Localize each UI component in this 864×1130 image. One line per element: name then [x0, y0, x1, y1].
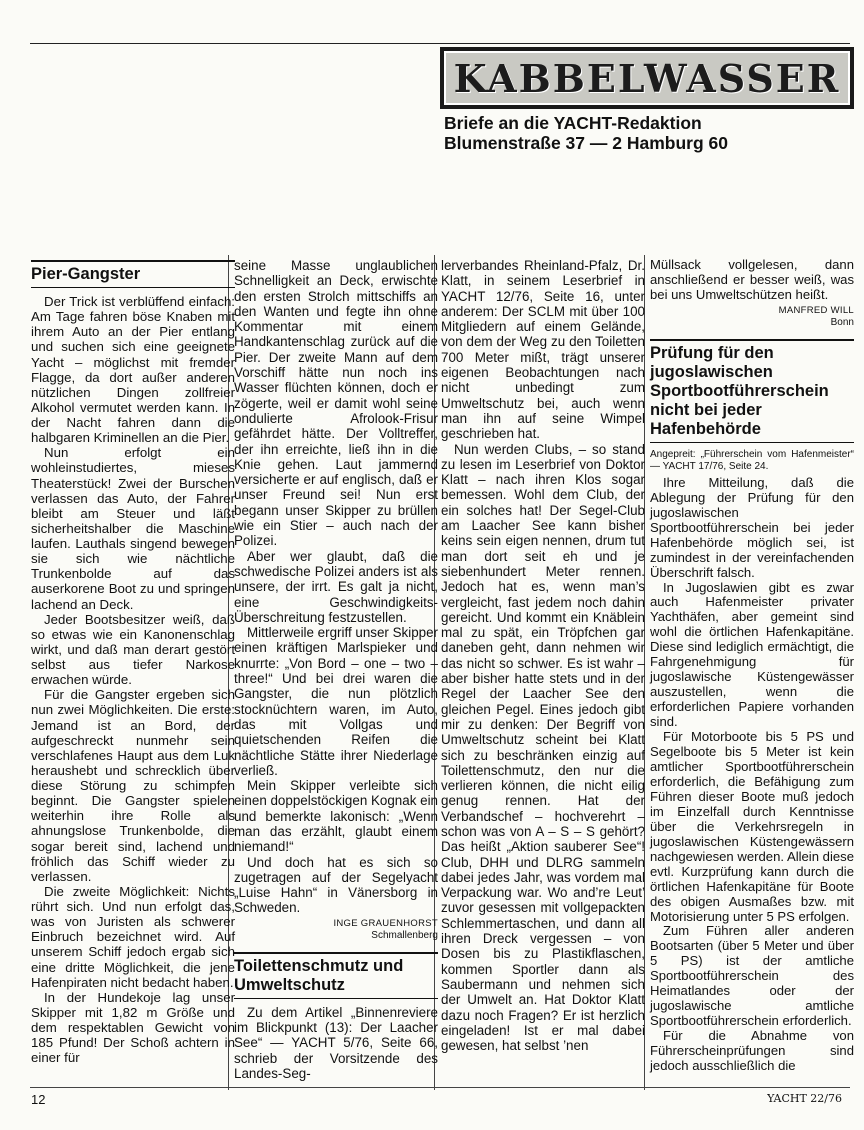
- address-line-1: Briefe an die YACHT-Redaktion: [444, 113, 702, 133]
- column-1: [31, 258, 235, 1065]
- paragraph: Ihre Mitteilung, daß die Ablegung der Prüfung für den jugoslawischen Sportbootführerschein bei jeder Hafenbehörde möglich sei, ist zumindest in der vereinfachenden Überschrift falsch.: [650, 474, 854, 580]
- article-heading: Toilettenschmutz und Umweltschutz: [234, 952, 438, 999]
- paragraph: Nun werden Clubs, – so stand zu lesen im Leserbrief von Doktor Klatt – nach ihren Klos sogar bemessen. Wohl dem Club, der ein solches hat! Der Segel-Club am Laacher See kann bisher keins sein eigen nennen, drum tut man dort seit eh und je siebenhundert Meter rennen. Jedoch hat es, wenn man’s vergleicht, fast jedem noch dahin gereicht. Und kommt ein Knäblein mal zu spät, ein Tröpfchen gar daneben geht, dann nehmen wir das nicht so schwer. Es ist wahr – aber bisher hatte stets und in der Regel der Laacher See den gleichen Pegel. Eines jedoch gibt mir zu denken: Der Begriff von Umweltschutz scheint bei Klatt sich zu beschränken einzig auf Toilettenschmutz, den nur die verlieren können, die nicht eilig genug rennen. Hat der Verbandschef – hochverehrt – schon was von A – S – S gehört? Das heißt „Aktion sauberer See“! Club, DHH und DLRG sammeln dabei jedes Jahr, was vordem mal Verpackung war. Wo and’re Leut’ zuvor gesessen mit vollgepackten Schlemmertaschen, und dann all ihren Dreck vergessen – von Dosen bis zu Plastikflaschen, kommen Sportler dann als Saubermann und nehmen sich der Umwelt an. Hat Doktor Klatt dazu noch Fragen? Er ist herzlich eingeladen! Ist er mal dabei gewesen, hat selbst ’nen: [441, 441, 645, 1054]
- paragraph: Für die Gangster ergeben sich nun zwei Möglichkeiten. Die erste: Jemand ist an Bord, der aufgeschreckt nunmehr sein verschlafenes Haupt aus dem Luk heraushebt und schrecklich über diese Störung zu schimpfen beginnt. Die Gangster spielen weiterhin ihre Rolle als ahnungslose Trunkenbolde, die sogar bereit sind, lachend und fröhlich das Schiff wieder zu verlassen.: [31, 687, 235, 884]
- article-heading: Prüfung für den jugoslawischen Sportbootführerschein nicht bei jeder Hafenbehörde: [650, 339, 854, 443]
- paragraph: Jeder Bootsbesitzer weiß, daß so etwas wie ein Kanonenschlag wirkt, und daß man derart gestört selbst aus tiefer Narkose erwachen würde.: [31, 611, 235, 688]
- paragraph: lerverbandes Rheinland-Pfalz, Dr. Klatt, in seinem Leserbrief in YACHT 12/76, Seite 16, unter anderem: Der SCLM mit über 100 Mitgliedern auf einem Gelände, von dem der Weg zu den Toiletten 700 Meter mißt, trägt unserer eigenen Beobachtungen nach nicht unbedingt zum Umweltschutz bei, auch wenn man ihn auf seine Wimpel geschrieben hat.: [441, 258, 645, 442]
- paragraph: Zu dem Artikel „Binnenreviere im Blickpunkt (13): Der Laacher See“ — YACHT 5/76, Seite 66, schrieb der Vorsitzende des Landes-Seg-: [234, 1004, 438, 1081]
- masthead-logo: [440, 47, 854, 109]
- page-number: 12: [31, 1092, 46, 1107]
- paragraph: Die zweite Möglichkeit: Nichts rührt sich. Und nun erfolgt das, was von Juristen als schwerer Einbruch bezeichnet wird. Auf unserem Schiff jedoch ergab sich eine dritte Möglichkeit, die jene Hafenpiraten nicht bedacht haben.: [31, 883, 235, 990]
- signature-city: Schmallenberg: [371, 929, 438, 941]
- paragraph: Für die Abnahme von Führerscheinprüfungen sind jedoch ausschließlich die: [650, 1028, 854, 1074]
- magazine-issue: YACHT 22/76: [767, 1092, 842, 1105]
- masthead-title: KABBELWASSER: [444, 51, 850, 105]
- paragraph: seine Masse unglaublichen Schnelligkeit an Deck, erwischte den ersten Strolch mittschiffs an den Wanten und fegte ihn ohne Kommentar mit einem Handkantenschlag zurück auf die Pier. Der zweite Mann auf dem Vorschiff hätte nun noch ins Wasser flüchten können, doch er zögerte, weil er damit wohl seine ondulierte Afrolook-Frisur gefährdet hätte. Der Volltreffer, der ihn erreichte, ließ ihn in die Knie gehen. Laut jammernd versicherte er auf englisch, daß er unser Freund sei! Nun erst begann unser Skipper zu brüllen wie ein Stier – auch nach der Polizei.: [234, 258, 438, 549]
- bottom-rule: [30, 1087, 850, 1088]
- paragraph: In Jugoslawien gibt es zwar auch Hafenmeister privater Yachthäfen, aber gemeint sind wohl die örtlichen Hafenkapitäne. Diese sind lediglich ermächtigt, die Fahrgenehmigung für jugoslawische Küstengewässer auszustellen, wenn die erforderlichen Papiere vorhanden sind.: [650, 579, 854, 730]
- editorial-address: [444, 113, 854, 153]
- paragraph: In der Hundekoje lag unser Skipper mit 1,82 m Größe und dem respektablen Gewicht von 185 Pfund! Der Schoß achtern in einer für: [31, 989, 235, 1066]
- column-4: [650, 258, 854, 1074]
- paragraph: Und doch hat es sich so zugetragen auf der Segelyacht „Luise Hahn“ in Vänersborg in Schweden.: [234, 854, 438, 916]
- paragraph: Mittlerweile ergriff unser Skipper einen kräftigen Marlspieker und knurrte: „Von Bord – one – two – three!“ Und bei drei waren die Gangster, die nun plötzlich stocknüchtern waren, im Auto, das mit Vollgas und quietschenden Reifen die nächtliche Stätte ihrer Niederlage verließ.: [234, 625, 439, 778]
- paragraph: Aber wer glaubt, daß die schwedische Polizei anders ist als unsere, der irrt. Es galt ja nicht, eine Geschwindigkeits-Überschreitung festzustellen.: [234, 548, 438, 625]
- paragraph: Für Motorboote bis 5 PS und Segelboote bis 5 Meter ist kein amtlicher Sportbootführerschein erforderlich, die Befähigung zum Führen dieser Boote muß jedoch im Einzelfall durch Kenntnisse über die Verkehrsregeln in jugoslawischen Küstengewässern nachgewiesen werden. Allein diese evtl. Kurzprüfung kann durch die örtlichen Hafenkapitäne für Boote des obigen Ausmaßes bzw. mit Motorisierung unter 5 PS erfolgen.: [650, 729, 854, 924]
- article-reference: Angepreit: „Führerschein vom Hafenmeister“ — YACHT 17/76, Seite 24.: [650, 448, 854, 472]
- paragraph: Müllsack vollgelesen, dann anschließend er besser weiß, was bei uns Umweltschützen heißt.: [650, 257, 854, 302]
- address-line-2: Blumenstraße 37 — 2 Hamburg 60: [444, 133, 728, 153]
- article-heading: Pier-Gangster: [31, 260, 235, 288]
- paragraph: Zum Führen aller anderen Bootsarten (über 5 Meter und über 5 PS) ist der amtliche Sportbootführerschein des Heimatlandes oder der jugoslawische amtliche Sportbootführerschein erforderlich.: [650, 923, 854, 1029]
- signature-name: INGE GRAUENHORST: [333, 917, 438, 929]
- signature-city: Bonn: [830, 316, 854, 328]
- paragraph: Nun erfolgt ein wohleinstudiertes, mieses Theaterstück! Zwei der Burschen verlassen das Auto, der Fahrer bleibt am Steuer und läßt sicherheitshalber die Maschine laufen. Lauthals singend bewegen sie sich wie nächtliche Trunkenbolde auf das auserkorene Boot zu und springen lachend an Deck.: [31, 445, 235, 612]
- signature-name: MANFRED WILL: [778, 304, 854, 316]
- paragraph: Mein Skipper verleibte sich einen doppelstöckigen Kognak ein und bemerkte lakonisch: „Wenn man das erzählt, glaubt einem niemand!“: [234, 778, 438, 855]
- paragraph: Der Trick ist verblüffend einfach: Am Tage fahren böse Knaben mit ihrem Auto an der Pier entlang und suchen sich eine geeignete Yacht – möglichst mit fremder Flagge, da dort außer anderen nützlichen Dingen zollfreier Alkohol vermutet werden kann. In der Nacht fahren dann die halbgaren Kriminellen an die Pier.: [31, 294, 235, 446]
- column-2: [234, 258, 438, 1081]
- top-rule: [30, 43, 850, 44]
- column-3: [441, 258, 645, 1053]
